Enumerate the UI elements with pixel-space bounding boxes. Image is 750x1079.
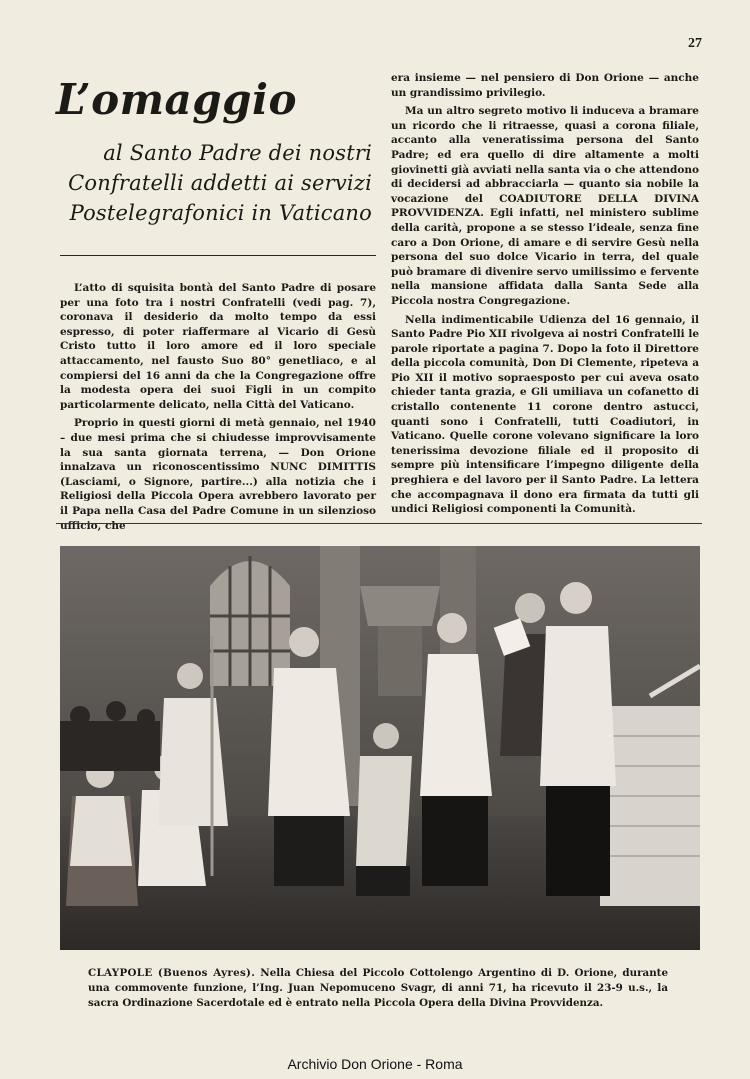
photo-illustration [60, 546, 700, 950]
title-line-2: Confratelli addetti ai servizi [68, 171, 372, 195]
article-column-right [391, 71, 699, 517]
article-title [56, 76, 372, 228]
paragraph-continuation: era insieme — nel pensiero di Don Orione — anche un grandissimo privilegio. [391, 72, 699, 99]
paragraph: Ma un altro segreto motivo li induceva a bramare un ricordo che li ritraesse, quasi a corona filiale, accanto alla veneratissima persona del Santo Padre; ed era quello di dire altamente a molti giovinetti già avviati nella santa via o che attendono di decidersi ad abbracciarla — quanto sia nobile la vocazione del COADIUTORE DELLA DIVINA PROVVIDENZA. Egli infatti, nel ministero sublime della carità, propone a se stesso l’ideale, senza fine caro a Don Orione, di amare e di servire Gesù nella persona del suo dolce Vicario in terra, del quale può bramare di divenire servo umilissimo e fervente nella mansione affidata dalla Santa Sede alla Piccola nostra Congregazione. [391, 105, 699, 307]
title-line-3: Postelegrafonici in Vaticano [69, 201, 372, 225]
article-column-left [60, 281, 376, 533]
archive-footer: Archivio Don Orione - Roma [287, 1056, 463, 1072]
caption-text: Nella Chiesa del Piccolo Cottolengo Argentino di D. Orione, durante una commovente funzione, l’Ing. Juan Nepomuceno Svagr, di anni 71, ha ricevuto il 23-9 u.s., la sacra Ordinazione Sacerdotale ed è entrato nella Piccola Opera della Divina Provvidenza. [88, 967, 668, 1009]
caption-place: CLAYPOLE (Buenos Ayres). [88, 967, 256, 979]
title-main: L’omaggio [56, 75, 297, 124]
page-number: 27 [688, 36, 702, 51]
title-line-1: al Santo Padre dei nostri [103, 141, 372, 165]
photo-caption [88, 966, 668, 1011]
section-divider [56, 523, 702, 524]
paragraph: Nella indimenticabile Udienza del 16 gennaio, il Santo Padre Pio XII rivolgeva ai nostri Confratelli le parole riportate a pagina 7. Dopo la foto il Direttore della piccola comunità, Don Di Clemente, ripeteva a Pio XII il motivo sopraesposto per cui aveva osato chieder tanta grazia, e Gli umiliava un cofanetto di cristallo contenente 11 corone dentro astucci, quanti sono i Confratelli, tutti Coadiutori, in Vaticano. Quelle corone volevano significare la loro tenerissima devozione filiale ed il proposito di sempre più intensificare l’impegno diligente della preghiera e del lavoro per il Santo Padre. La lettera che accompagnava il dono era firmata da tutti gli undici Religiosi componenti la Comunità. [391, 313, 699, 516]
paragraph: Proprio in questi giorni di metà gennaio, nel 1940 – due mesi prima che si chiudesse improvvisamente la sua santa giornata terrena, — Don Orione innalzava un riconoscentissimo NUNC DIMITTIS (Lasciami, o Signore, partire...) alla notizia che i Religiosi della Piccola Opera avrebbero lavorato per il Papa nella Casa del Padre Comune in un silenzioso ufficio, che [60, 417, 376, 532]
paragraph: L’atto di squisita bontà del Santo Padre di posare per una foto tra i nostri Confratelli (vedi pag. 7), coronava il desiderio da molto tempo da essi espresso, di poter riaffermare al Vicario di Gesù Cristo tutto il loro amore ed il loro speciale attaccamento, nel fausto Suo 80° genetliaco, e al compiersi del 16 anni da che la Congregazione offre la modesta opera dei suoi Figli in un compito particolarmente delicato, nella Città del Vaticano. [60, 282, 376, 411]
title-divider [60, 255, 376, 256]
church-ceremony-photo-icon [60, 546, 700, 950]
